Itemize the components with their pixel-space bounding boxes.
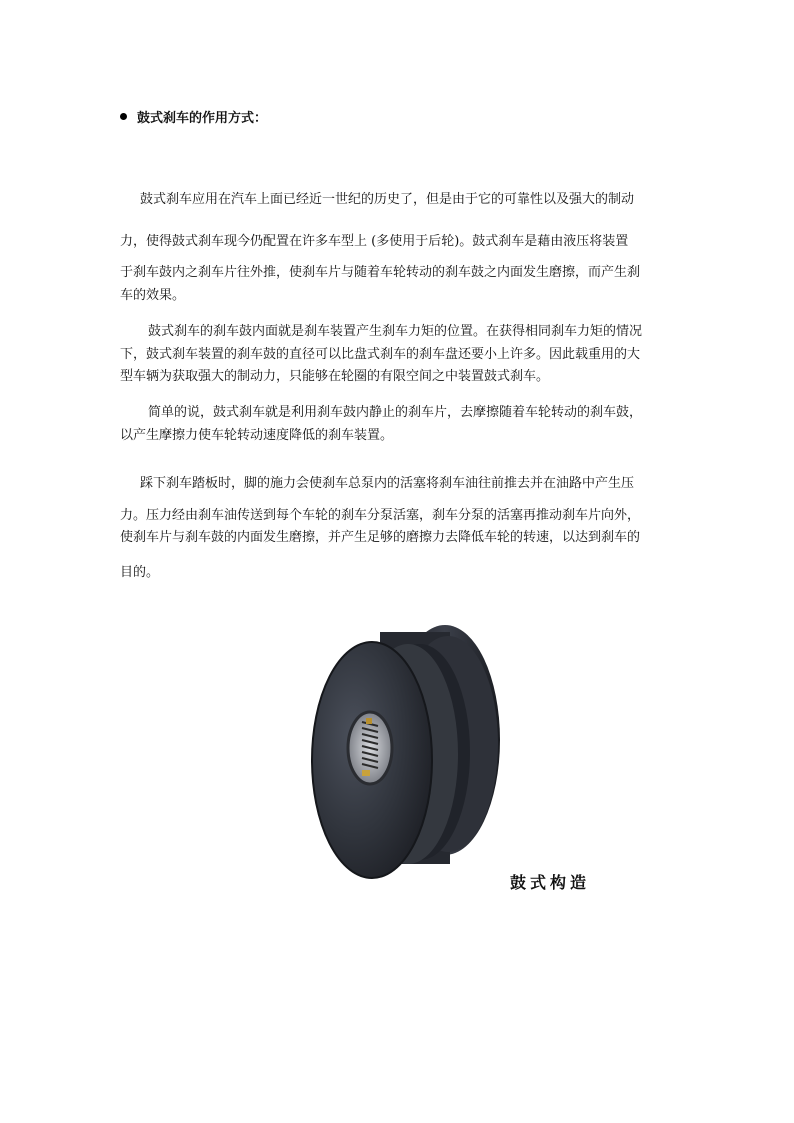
paragraph-line: 于刹车鼓内之刹车片往外推，使刹车片与随着车轮转动的刹车鼓之内面发生磨擦，而产生刹 [120, 265, 641, 280]
paragraph-line: 使刹车片与刹车鼓的内面发生磨擦，并产生足够的磨擦力去降低车轮的转速，以达到刹车的 [120, 530, 641, 545]
paragraph-line: 踩下刹车踏板时，脚的施力会使刹车总泵内的活塞将刹车油往前推去并在油路中产生压 [140, 476, 635, 491]
heading-text: 鼓式刹车的作用方式： [137, 111, 268, 126]
bullet-icon [120, 113, 127, 120]
paragraph-line: 力。压力经由刹车油传送到每个车轮的刹车分泵活塞，刹车分泵的活塞再推动刹车片向外， [120, 508, 641, 523]
paragraph-line: 以产生摩擦力使车轮转动速度降低的刹车装置。 [120, 428, 394, 443]
paragraph-line: 型车辆为获取强大的制动力，只能够在轮圈的有限空间之中装置鼓式刹车。 [120, 369, 550, 384]
paragraph-line: 鼓式刹车的刹车鼓内面就是刹车装置产生刹车力矩的位置。在获得相同刹车力矩的情况 [148, 324, 643, 339]
drum-brake-illustration [300, 622, 600, 892]
paragraph-line: 力，使得鼓式刹车现今仍配置在许多车型上 (多使用于后轮)。鼓式刹车是藉由液压将装置 [120, 234, 629, 249]
paragraph-line: 下，鼓式刹车装置的刹车鼓的直径可以比盘式刹车的刹车盘还要小上许多。因此载重用的大 [120, 347, 641, 362]
paragraph-line: 目的。 [120, 565, 160, 580]
paragraph-line: 简单的说，鼓式刹车就是利用刹车鼓内静止的刹车片，去摩擦随着车轮转动的刹车鼓， [148, 405, 643, 420]
paragraph-line: 车的效果。 [120, 288, 186, 303]
figure-caption: 鼓式构造 [510, 873, 591, 892]
paragraph-line: 鼓式刹车应用在汽车上面已经近一世纪的历史了，但是由于它的可靠性以及强大的制动 [140, 192, 635, 207]
section-heading [120, 107, 267, 126]
